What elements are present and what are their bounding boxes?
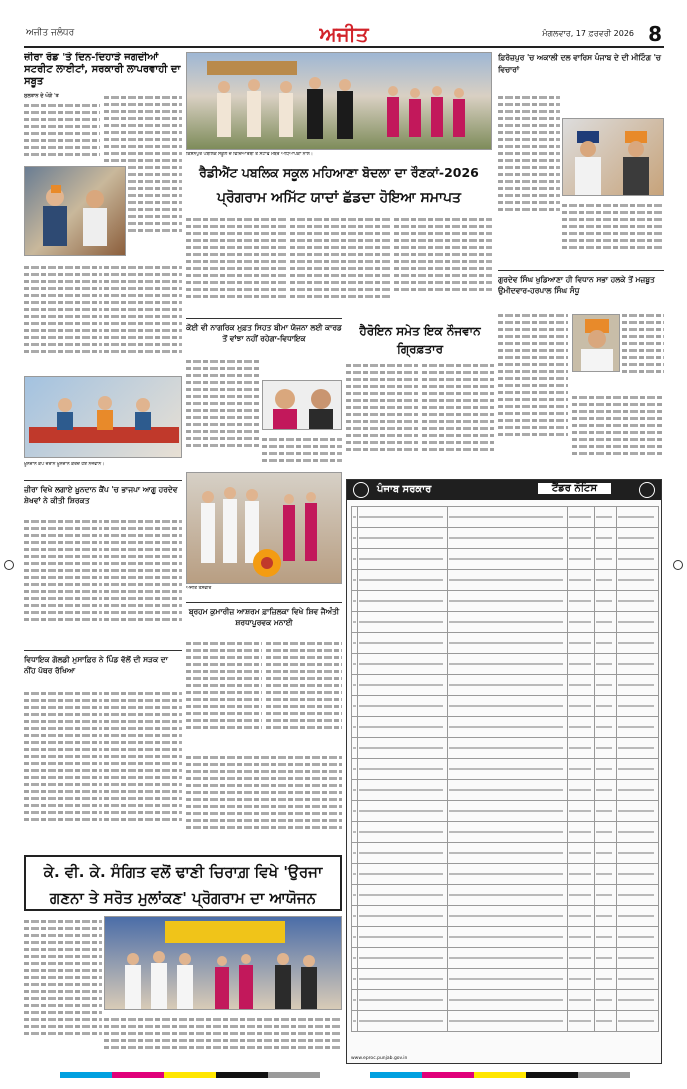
tender-cell — [447, 633, 567, 654]
tender-cell — [358, 738, 448, 759]
story2-body-col1 — [186, 214, 286, 314]
tender-cell — [447, 1011, 567, 1032]
tender-cell — [617, 759, 659, 780]
tender-cell — [617, 633, 659, 654]
tender-cell — [617, 843, 659, 864]
story6-body-col1 — [346, 360, 418, 472]
tender-cell — [617, 927, 659, 948]
tender-title: ਟੈਂਡਰ ਨੋਟਿਸ — [538, 483, 611, 494]
photo-brahma-kumaris — [186, 472, 342, 584]
tender-cell — [358, 717, 448, 738]
tender-row — [352, 633, 659, 654]
tender-cell — [447, 822, 567, 843]
photo-akali-meeting — [562, 118, 664, 196]
print-color-bar — [370, 1072, 630, 1078]
tender-cell — [617, 696, 659, 717]
story8-body-col2 — [104, 516, 182, 644]
newspaper-logo: ਅਜੀਤ — [319, 22, 369, 46]
tender-cell — [567, 591, 595, 612]
divider — [186, 602, 342, 603]
tender-cell — [567, 843, 595, 864]
ceremony-illustration — [187, 473, 342, 584]
tender-cell — [595, 843, 617, 864]
tender-cell — [617, 885, 659, 906]
tender-cell — [595, 570, 617, 591]
tender-cell — [447, 570, 567, 591]
tender-cell — [595, 801, 617, 822]
divider — [186, 318, 342, 319]
tender-cell — [358, 822, 448, 843]
tender-cell — [595, 759, 617, 780]
tender-row — [352, 759, 659, 780]
divider — [24, 650, 182, 651]
tender-cell — [567, 570, 595, 591]
tender-cell — [595, 780, 617, 801]
print-color-bar — [60, 1072, 320, 1078]
masthead — [24, 22, 664, 48]
edition-label: ਅਜੀਤ ਜਲੰਧਰ — [26, 28, 75, 38]
tender-cell — [617, 738, 659, 759]
tender-cell — [447, 843, 567, 864]
tender-cell — [595, 507, 617, 528]
tender-cell — [567, 612, 595, 633]
tender-notice — [346, 479, 662, 1064]
story11-body-col2 — [104, 1014, 342, 1060]
tender-row — [352, 927, 659, 948]
tender-footer: www.eproc.punjab.gov.in — [351, 1056, 408, 1061]
tender-row — [352, 675, 659, 696]
tender-cell — [595, 528, 617, 549]
tender-row — [352, 990, 659, 1011]
story10-body-col1 — [186, 638, 262, 748]
tender-cell — [595, 696, 617, 717]
story10-headline: ਬ੍ਰਹਮ ਕੁਮਾਰੀਜ਼ ਆਸ਼ਰਮ ਫ਼ਾਜ਼ਿਲਕਾ ਵਿਖੇ ਸ਼ਿਵ ਜੈਅੰਤੀ ਸ਼ਰਧਾਪੂਰਵਕ ਮਨਾਈ — [188, 607, 340, 627]
tender-cell — [567, 948, 595, 969]
tender-cell — [447, 948, 567, 969]
story8-headline: ਜ਼ੀਰਾ ਵਿਖੇ ਲਗਾਏ ਖ਼ੂਨਦਾਨ ਕੈਂਪ 'ਚ ਭਾਜਪਾ ਆਗੂ ਹਰਦੇਵ ਸ਼ੇਖਵਾਂ ਨੇ ਕੀਤੀ ਸ਼ਿਰਕਤ — [24, 485, 178, 505]
politician-portrait — [573, 315, 620, 372]
story4-headline: ਗੁਰਦੇਵ ਸਿੰਘ ਖੁਡਿਆਣਾ ਹੀ ਵਿਧਾਨ ਸਭਾ ਹਲਕੇ ਤੋਂ ਮਜ਼ਬੂਤ ਉਮੀਦਵਾਰ-ਹਰਪਾਲ ਸਿੰਘ ਸੰਧੂ — [498, 275, 655, 295]
story2-body-col3 — [394, 214, 492, 314]
tender-cell — [617, 969, 659, 990]
story9-headline: ਵਿਧਾਇਕ ਗੋਲਡੀ ਮੁਸਾਫ਼ਿਰ ਨੇ ਪਿੰਡ ਵੱਲੋਂ ਦੀ ਸੜਕ ਦਾ ਨੀਂਹ ਪੱਥਰ ਰੱਖਿਆ — [24, 655, 168, 675]
tender-cell — [617, 1011, 659, 1032]
tender-cell — [567, 549, 595, 570]
tender-row — [352, 549, 659, 570]
story3-body-col2 — [562, 200, 664, 262]
tender-cell — [617, 780, 659, 801]
tender-cell — [358, 1011, 448, 1032]
tender-cell — [447, 654, 567, 675]
tender-cell — [595, 969, 617, 990]
story11-body-col1 — [24, 916, 102, 1056]
tender-header — [347, 480, 661, 500]
tender-cell — [617, 906, 659, 927]
photo-mla-portraits — [262, 380, 342, 430]
tender-cell — [595, 738, 617, 759]
tender-cell — [617, 675, 659, 696]
tender-cell — [358, 591, 448, 612]
tender-cell — [358, 633, 448, 654]
story5-body-col2 — [262, 434, 342, 468]
story2-body-col2 — [290, 214, 390, 314]
tender-cell — [358, 864, 448, 885]
tender-cell — [617, 990, 659, 1011]
tender-row — [352, 969, 659, 990]
tender-row — [352, 570, 659, 591]
tender-cell — [617, 528, 659, 549]
photo-politician — [572, 314, 620, 372]
tender-row — [352, 822, 659, 843]
tender-cell — [358, 990, 448, 1011]
tender-cell — [595, 612, 617, 633]
tender-cell — [447, 612, 567, 633]
tender-cell — [595, 927, 617, 948]
tender-row — [352, 612, 659, 633]
registration-mark-icon — [673, 560, 683, 570]
meeting-people-illustration — [25, 167, 126, 256]
story6-headline: ਹੈਰੋਇਨ ਸਮੇਤ ਇਕ ਨੌਜਵਾਨ ਗ੍ਰਿਫ਼ਤਾਰ — [359, 324, 481, 356]
tender-cell — [567, 864, 595, 885]
tender-cell — [617, 717, 659, 738]
school-photo-caption: ਕਿਸ਼ਨਪੁਰ ਪਬਲਿਕ ਸਕੂਲ ਦੇ ਵਿਦਿਆਰਥੀ ਤੇ ਸਟਾਫ ਮੈਂਬਰ ਅਧਿਆਪਕਾਂ ਨਾਲ। — [186, 152, 313, 157]
story2-headline-line1: ਰੈਡੀਐਂਟ ਪਬਲਿਕ ਸਕੂਲ ਮਹਿਆਣਾ ਬੋਦਲਾ ਦਾ ਰੌਣਕਾਂ-2026 — [199, 165, 479, 180]
tender-cell — [358, 528, 448, 549]
tender-cell — [567, 675, 595, 696]
story1-body-col4 — [104, 262, 182, 372]
tender-cell — [447, 591, 567, 612]
tender-cell — [447, 927, 567, 948]
tender-cell — [447, 549, 567, 570]
tender-cell — [358, 948, 448, 969]
tender-cell — [595, 822, 617, 843]
tender-cell — [617, 507, 659, 528]
story5-body-col1 — [186, 356, 260, 466]
brahma-photo-caption: ਅਜੀਤ ਤਸਵੀਰ — [186, 586, 212, 591]
tender-cell — [617, 591, 659, 612]
tender-cell — [447, 990, 567, 1011]
tender-cell — [567, 717, 595, 738]
tender-cell — [595, 633, 617, 654]
tender-cell — [567, 759, 595, 780]
story8-body-col1 — [24, 516, 102, 644]
tender-cell — [447, 885, 567, 906]
tender-cell — [595, 990, 617, 1011]
tender-row — [352, 864, 659, 885]
divider — [498, 270, 664, 271]
two-men-illustration — [563, 119, 664, 196]
tender-cell — [358, 570, 448, 591]
tender-row — [352, 507, 659, 528]
tender-cell — [358, 696, 448, 717]
tender-cell — [358, 927, 448, 948]
tender-cell — [595, 906, 617, 927]
story10-body-col2 — [266, 638, 342, 748]
story1-byline: ਸੁਲਤਾਨ ਦੇ ਘੋੜੇ 'ਤ — [24, 93, 59, 99]
story5-headline: ਕੋਈ ਵੀ ਨਾਗਰਿਕ ਮੁਫ਼ਤ ਸਿਹਤ ਬੀਮਾ ਯੋਜਨਾ ਲਈ ਕਾਰਡ ਤੋਂ ਵਾਂਝਾ ਨਹੀਂ ਰਹੇਗਾ-ਵਿਧਾਇਕ — [186, 323, 342, 343]
tender-cell — [567, 633, 595, 654]
tender-row — [352, 885, 659, 906]
tender-cell — [447, 780, 567, 801]
tender-cell — [358, 612, 448, 633]
tender-cell — [447, 969, 567, 990]
story10-body-col3 — [186, 752, 342, 848]
department-seal-icon — [639, 482, 655, 498]
story3-headline: ਫ਼ਿਰੋਜ਼ਪੁਰ 'ਚ ਅਕਾਲੀ ਦਲ ਵਾਰਿਸ ਪੰਜਾਬ ਦੇ ਦੀ ਮੀਟਿੰਗ 'ਚ ਵਿਚਾਰਾਂ — [498, 53, 661, 74]
tender-cell — [567, 654, 595, 675]
tender-row — [352, 738, 659, 759]
tender-cell — [567, 801, 595, 822]
tender-row — [352, 654, 659, 675]
tender-cell — [358, 801, 448, 822]
story4-body-col3 — [572, 392, 664, 472]
tender-cell — [567, 738, 595, 759]
tender-cell — [358, 885, 448, 906]
tender-cell — [358, 759, 448, 780]
school-group-illustration — [187, 53, 492, 150]
blood-donation-caption: ਖ਼ੂਨਦਾਨ ਕੈਂਪ ਦੌਰਾਨ ਖ਼ੂਨਦਾਨ ਕਰਦੇ ਹੋਏ ਨੌਜਵਾਨ। — [24, 462, 105, 467]
tender-cell — [617, 801, 659, 822]
story1-headline: ਜ਼ੀਰਾ ਰੋਡ 'ਤੇ ਦਿਨ-ਦਿਹਾੜੇ ਜਗਦੀਆਂ ਸਟਰੀਟ ਲਾਈਟਾਂ, ਸਰਕਾਰੀ ਲਾਪਰਵਾਹੀ ਦਾ ਸਬੂਤ — [24, 52, 181, 87]
tender-cell — [617, 654, 659, 675]
story4-body-col2 — [622, 310, 664, 390]
tender-cell — [617, 864, 659, 885]
tender-row — [352, 843, 659, 864]
tender-cell — [595, 675, 617, 696]
tender-cell — [567, 969, 595, 990]
tender-row — [352, 717, 659, 738]
photo-blood-donation — [24, 376, 182, 458]
blood-donation-illustration — [25, 377, 182, 458]
tender-row — [352, 906, 659, 927]
tender-cell — [358, 843, 448, 864]
tender-cell — [567, 906, 595, 927]
tender-cell — [447, 759, 567, 780]
tender-cell — [595, 549, 617, 570]
tender-row — [352, 696, 659, 717]
tender-row — [352, 591, 659, 612]
story9-body-col1 — [24, 688, 102, 848]
story4-body-col1 — [498, 310, 568, 470]
tender-cell — [617, 822, 659, 843]
story3-body-col1 — [498, 92, 560, 242]
tender-cell — [447, 507, 567, 528]
tender-govt-label: ਪੰਜਾਬ ਸਰਕਾਰ — [377, 484, 432, 495]
tender-cell — [567, 990, 595, 1011]
tender-cell — [567, 780, 595, 801]
kvk-program-illustration — [105, 917, 342, 1010]
tender-cell — [595, 591, 617, 612]
tender-cell — [447, 675, 567, 696]
tender-row — [352, 528, 659, 549]
tender-cell — [358, 549, 448, 570]
tender-cell — [617, 549, 659, 570]
photo-kvk-program — [104, 916, 342, 1010]
tender-cell — [358, 507, 448, 528]
tender-cell — [358, 675, 448, 696]
tender-cell — [567, 927, 595, 948]
tender-cell — [447, 864, 567, 885]
tender-cell — [358, 780, 448, 801]
tender-cell — [567, 696, 595, 717]
story11-banner-headline: ਕੇ. ਵੀ. ਕੇ. ਸੰਗਿਤ ਵਲੋਂ ਢਾਣੀ ਚਿਰਾਗ਼ ਵਿਖੇ 'ਉਰਜਾ ਗਣਨਾ ਤੇ ਸਰੋਤ ਮੁਲਾਂਕਣ' ਪ੍ਰੋਗਰਾਮ ਦਾ ਆਯੋਜਨ — [24, 855, 342, 911]
issue-date: ਮੰਗਲਵਾਰ, 17 ਫ਼ਰਵਰੀ 2026 — [542, 29, 634, 38]
tender-cell — [595, 948, 617, 969]
tender-row — [352, 948, 659, 969]
tender-cell — [447, 738, 567, 759]
divider — [24, 480, 182, 481]
photo-meeting — [24, 166, 126, 256]
tender-cell — [567, 822, 595, 843]
tender-cell — [447, 801, 567, 822]
tender-row — [352, 801, 659, 822]
tender-cell — [567, 1011, 595, 1032]
story1-body-col3 — [24, 262, 102, 372]
tender-cell — [447, 696, 567, 717]
tender-cell — [595, 864, 617, 885]
page-number: 8 — [648, 22, 662, 46]
photo-school-event — [186, 52, 492, 150]
tender-cell — [567, 528, 595, 549]
tender-cell — [567, 885, 595, 906]
tender-cell — [617, 948, 659, 969]
government-seal-icon — [353, 482, 369, 498]
two-portraits — [263, 381, 342, 430]
tender-cell — [358, 906, 448, 927]
tender-cell — [595, 717, 617, 738]
tender-cell — [595, 654, 617, 675]
tender-row — [352, 780, 659, 801]
tender-cell — [358, 654, 448, 675]
registration-mark-icon — [4, 560, 14, 570]
story1-body-col1 — [24, 92, 100, 162]
tender-cell — [447, 906, 567, 927]
tender-cell — [447, 528, 567, 549]
tender-table — [351, 506, 659, 1032]
tender-cell — [617, 612, 659, 633]
tender-cell — [595, 1011, 617, 1032]
tender-row — [352, 1011, 659, 1032]
tender-cell — [447, 717, 567, 738]
tender-cell — [595, 885, 617, 906]
story6-body-col2 — [422, 360, 494, 472]
story9-body-col2 — [104, 688, 182, 848]
tender-cell — [358, 969, 448, 990]
tender-cell — [567, 507, 595, 528]
tender-cell — [617, 570, 659, 591]
story2-headline-line2: ਪ੍ਰੋਗਰਾਮ ਅਮਿੱਟ ਯਾਦਾਂ ਛੱਡਦਾ ਹੋਇਆ ਸਮਾਪਤ — [216, 190, 462, 206]
